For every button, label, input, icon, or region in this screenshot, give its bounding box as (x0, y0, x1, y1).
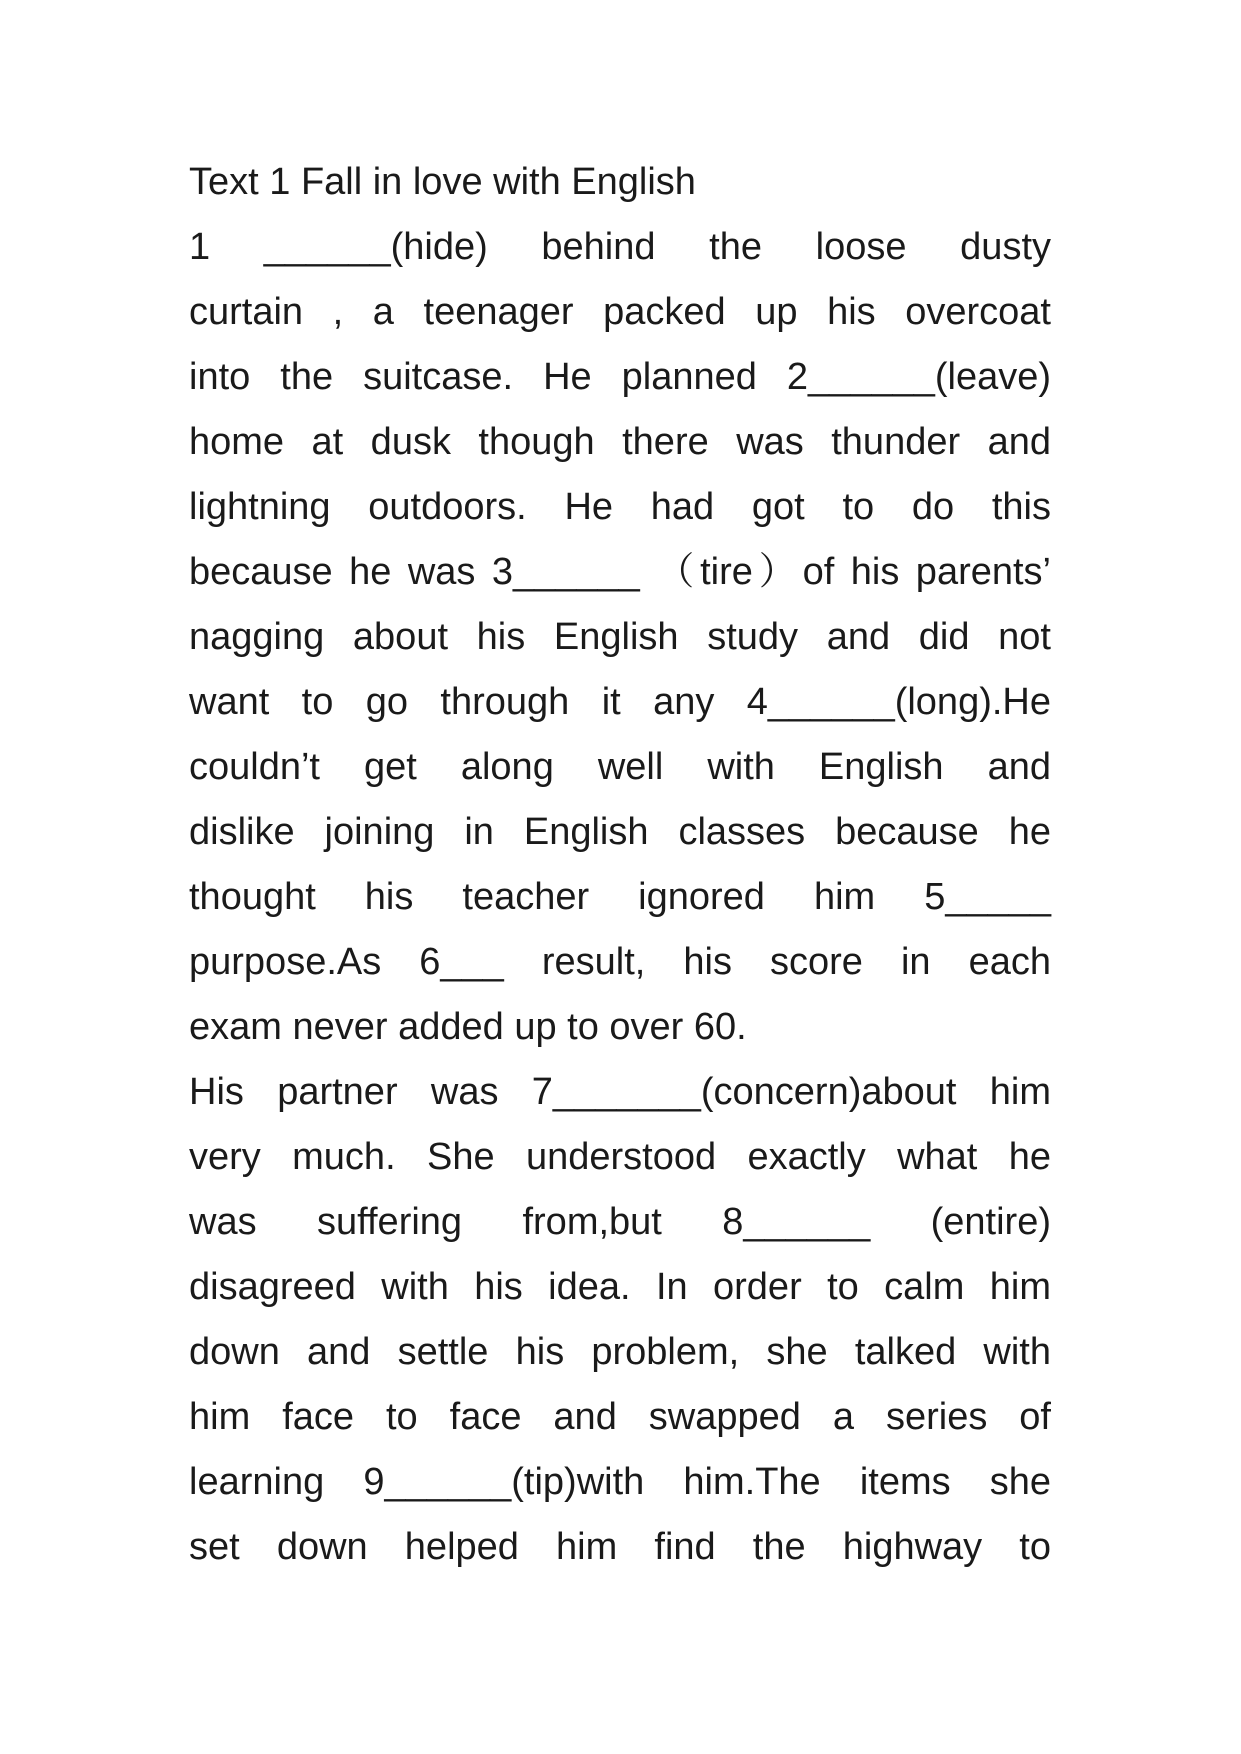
text-line: disagreed with his idea. In order to calm him (189, 1266, 1051, 1308)
text-line: was suffering from,but 8______ (entire) (189, 1201, 1051, 1243)
text-line: into the suitcase. He planned 2______(leave) (189, 356, 1051, 398)
text-line: down and settle his problem, she talked with (189, 1331, 1051, 1373)
text-line: want to go through it any 4______(long).He (189, 681, 1051, 723)
text-line: couldn’t get along well with English and (189, 746, 1051, 788)
text-line: exam never added up to over 60. (189, 1006, 747, 1048)
text-line: 1 ______(hide) behind the loose dusty (189, 226, 1051, 268)
text-line: thought his teacher ignored him 5_____ (189, 876, 1051, 918)
text-line: nagging about his English study and did not (189, 616, 1051, 658)
text-line: learning 9______(tip)with him.The items she (189, 1461, 1051, 1503)
text-line: curtain , a teenager packed up his overcoat (189, 291, 1051, 333)
text-line: very much. She understood exactly what he (189, 1136, 1051, 1178)
text-line: home at dusk though there was thunder and (189, 421, 1051, 463)
document-page (189, 150, 1051, 1580)
text-line: him face to face and swapped a series of (189, 1396, 1051, 1438)
text-line: because he was 3______ （tire）of his parents’ (189, 551, 1051, 593)
text-line: purpose.As 6___ result, his score in each (189, 941, 1051, 983)
text-line: His partner was 7_______(concern)about him (189, 1071, 1051, 1113)
text-line: dislike joining in English classes because he (189, 811, 1051, 853)
document-title: Text 1 Fall in love with English (189, 161, 696, 203)
text-line: set down helped him find the highway to (189, 1526, 1051, 1568)
text-line: lightning outdoors. He had got to do this (189, 486, 1051, 528)
